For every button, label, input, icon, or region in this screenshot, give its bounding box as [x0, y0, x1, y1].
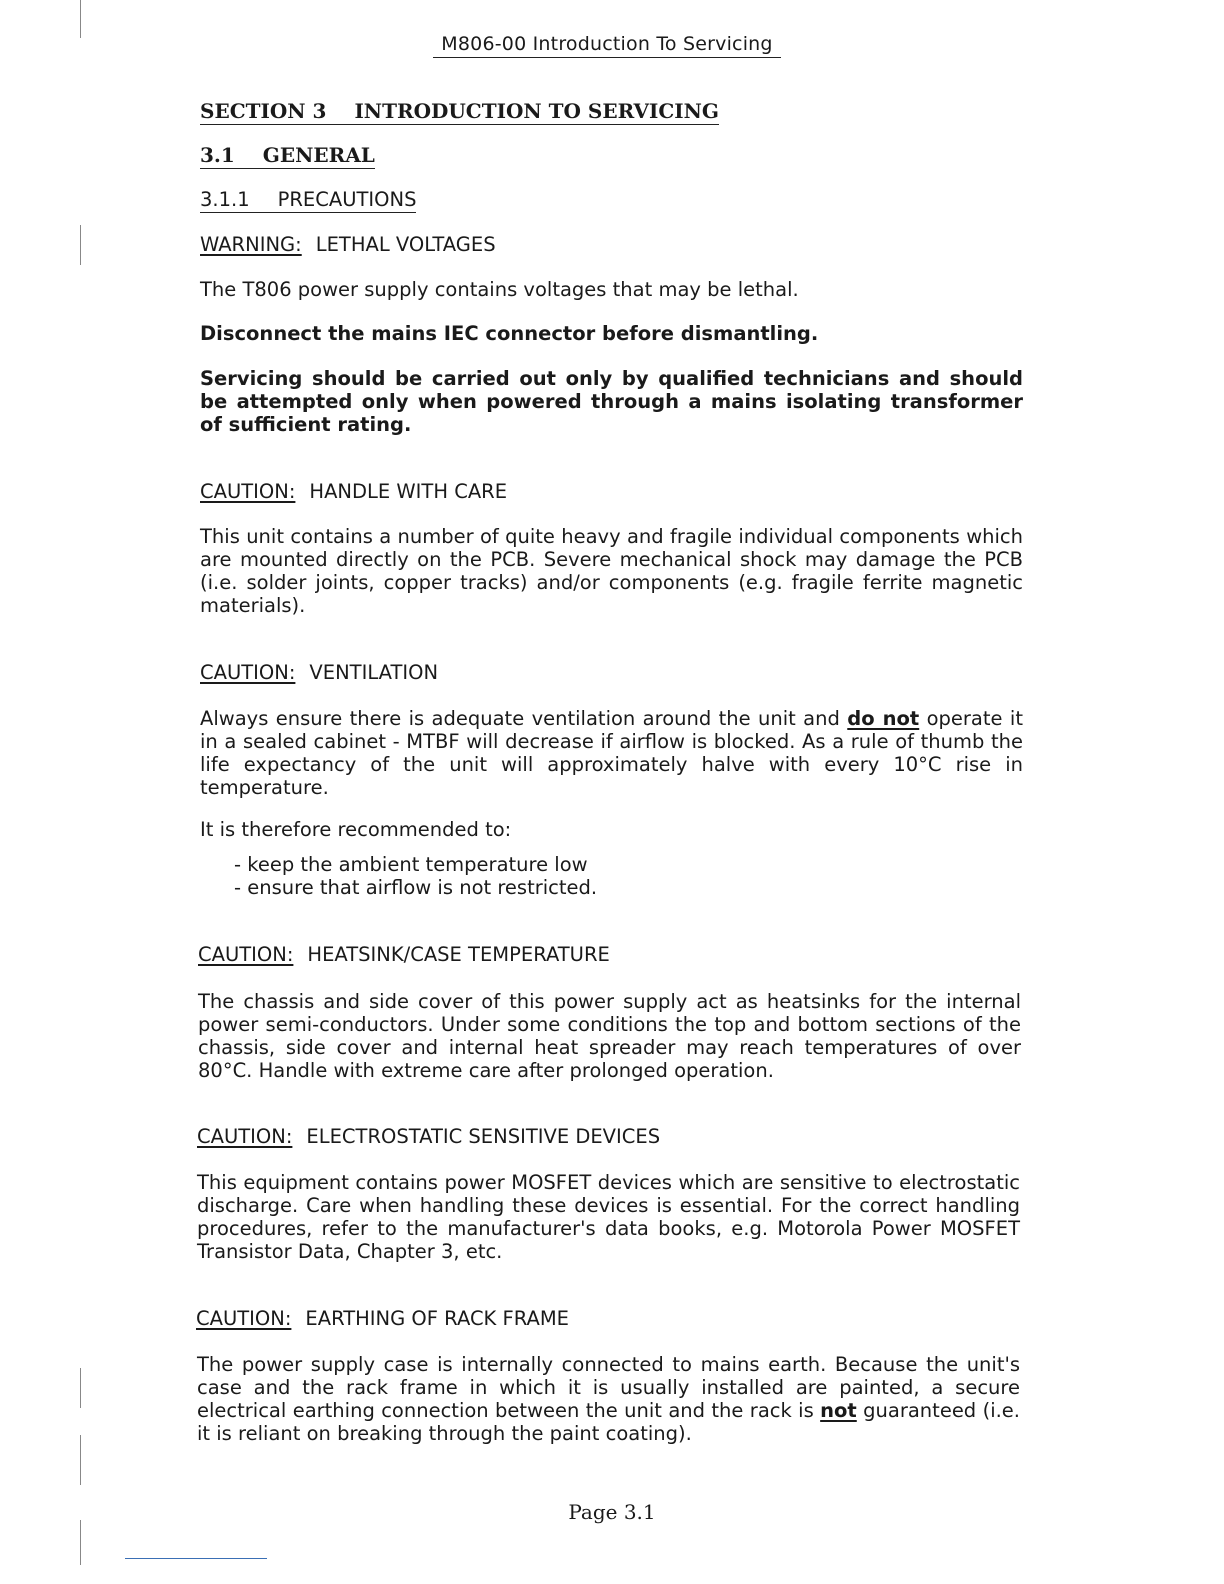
caution-earthing-text [197, 1353, 1020, 1445]
caution-title: ELECTROSTATIC SENSITIVE DEVICES [306, 1125, 661, 1148]
section-number: SECTION 3 [200, 99, 327, 123]
warning-servicing-text: Servicing should be carried out only by qualified technicians and should be attempted only when powered through a mains isolating transformer of sufficient rating. [200, 367, 1023, 436]
caution-heatsink-heading [198, 943, 1021, 966]
subsubsection-title: PRECAUTIONS [277, 188, 417, 211]
subsubsection-number: 3.1.1 [200, 188, 250, 211]
caution-ventilation-text [200, 707, 1023, 799]
warning-title: LETHAL VOLTAGES [315, 233, 496, 256]
running-header: M806-00 Introduction To Servicing [433, 32, 781, 58]
earthing-emphasis: not [820, 1399, 857, 1422]
warning-heading [200, 233, 1023, 256]
caution-label: CAUTION: [196, 1307, 292, 1330]
subsubsection-heading [200, 188, 1023, 211]
margin-mark [80, 1368, 81, 1408]
scan-edge-line [125, 1558, 267, 1559]
caution-ventilation-heading [200, 661, 1023, 684]
caution-title: HANDLE WITH CARE [309, 480, 508, 503]
caution-label: CAUTION: [200, 480, 296, 503]
warning-text: The T806 power supply contains voltages that may be lethal. [200, 278, 799, 301]
caution-label: CAUTION: [200, 661, 296, 684]
caution-earthing-heading [196, 1307, 1019, 1330]
margin-mark [80, 1520, 81, 1565]
page-number: Page 3.1 [568, 1500, 656, 1524]
ventilation-intro: It is therefore recommended to: [200, 818, 512, 841]
warning-disconnect-text: Disconnect the mains IEC connector before dismantling. [200, 322, 819, 345]
caution-heatsink-text: The chassis and side cover of this power supply act as heatsinks for the internal power semi-conductors. Under some conditions the top and bottom sections of the chassis, side cover and internal heat spreader may reach temperatures of over 80°C. Handle with extreme care after prolonged operation. [198, 990, 1021, 1082]
list-item: - ensure that airflow is not restricted. [234, 876, 598, 899]
ventilation-text-part: Always ensure there is adequate ventilation around the unit and [200, 707, 848, 730]
margin-mark [80, 0, 81, 38]
earthing-text-part: guaranteed (i.e. it is reliant on breaking through the paint coating). [197, 1399, 1020, 1445]
margin-mark [80, 1435, 81, 1485]
subsection-title: GENERAL [262, 143, 375, 167]
section-heading [200, 100, 1023, 123]
caution-title: EARTHING OF RACK FRAME [305, 1307, 569, 1330]
caution-handle-text: This unit contains a number of quite heavy and fragile individual components which are mounted directly on the PCB. Severe mechanical shock may damage the PCB (i.e. solder joints, copper tracks) and/or components (e.g. fragile ferrite magnetic materials). [200, 525, 1023, 617]
ventilation-list [200, 853, 1023, 899]
subsection-number: 3.1 [200, 143, 235, 167]
section-title: INTRODUCTION TO SERVICING [354, 99, 719, 123]
caution-label: CAUTION: [197, 1125, 293, 1148]
caution-handle-heading [200, 480, 1023, 503]
caution-label: CAUTION: [198, 943, 294, 966]
subsection-heading [200, 144, 1023, 167]
ventilation-emphasis: do not [847, 707, 920, 730]
list-item: - keep the ambient temperature low [234, 853, 588, 876]
caution-esd-heading [197, 1125, 1020, 1148]
caution-title: HEATSINK/CASE TEMPERATURE [307, 943, 610, 966]
caution-title: VENTILATION [309, 661, 439, 684]
earthing-text-part: The power supply case is internally connected to mains earth. Because the unit's case and the rack frame in which it is usually installed are painted, a secure electrical earthing connection between the unit and the rack is [197, 1353, 1020, 1422]
margin-mark [80, 225, 81, 265]
warning-label: WARNING: [200, 233, 302, 256]
ventilation-text-part: operate it in a sealed cabinet - MTBF will decrease if airflow is blocked. As a rule of thumb the life expectancy of the unit will approximately halve with every 10°C rise in temperature. [200, 707, 1023, 799]
caution-esd-text: This equipment contains power MOSFET devices which are sensitive to electrostatic discharge. Care when handling these devices is essential. For the correct handling procedures, refer to the manufacturer's data books, e.g. Motorola Power MOSFET Transistor Data, Chapter 3, etc. [197, 1171, 1020, 1263]
